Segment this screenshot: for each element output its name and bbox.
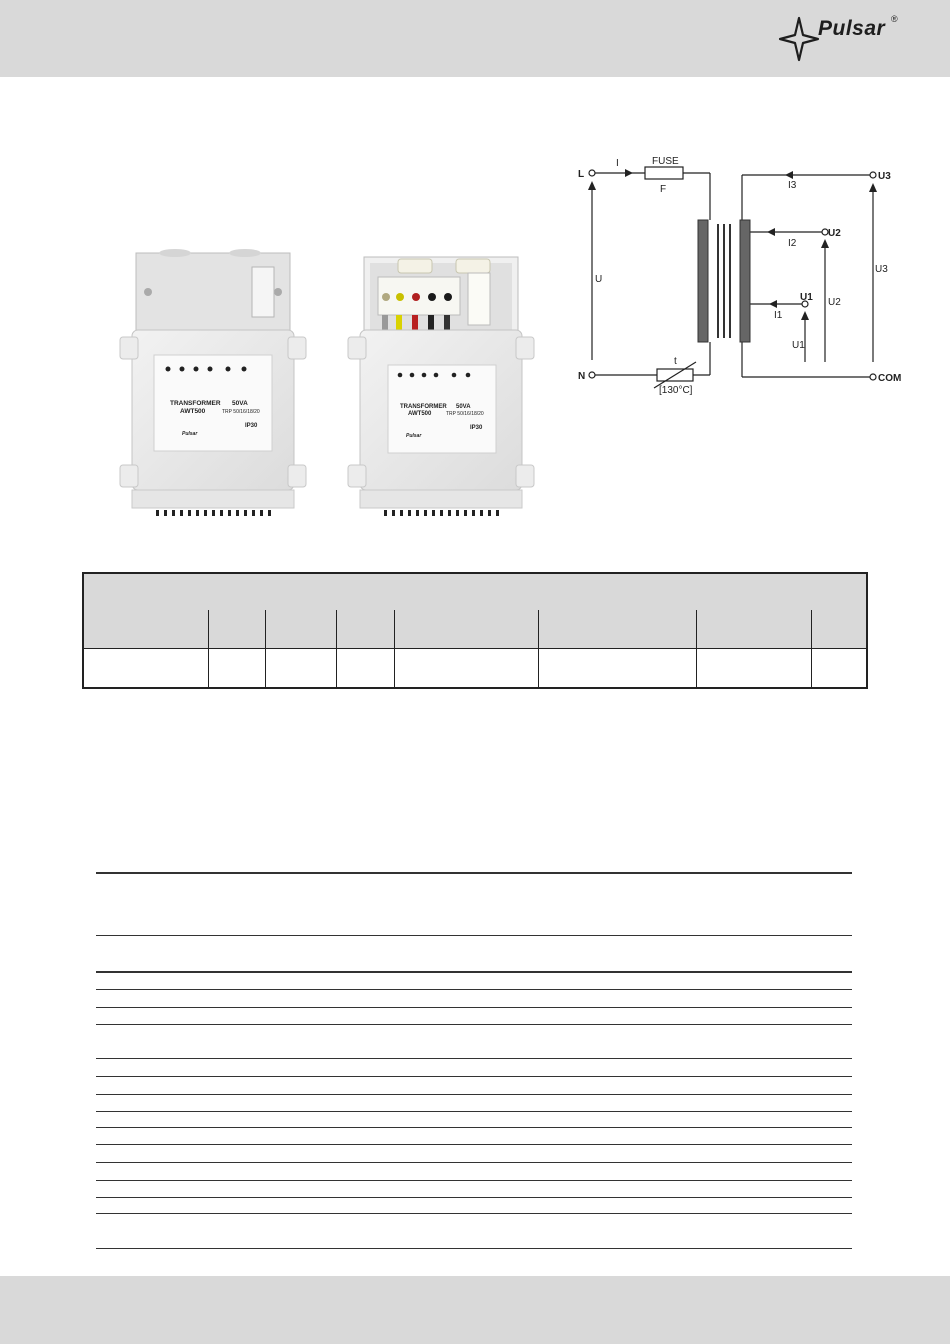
rule-line <box>96 1111 852 1112</box>
spec-table-divider <box>696 610 697 687</box>
rule-line <box>96 872 852 874</box>
rule-line <box>96 1007 852 1008</box>
rule-line <box>96 1127 852 1128</box>
label-U: U <box>595 274 603 285</box>
rule-line <box>96 989 852 990</box>
label-variant-1: TRP 50/16/18/20 <box>222 409 260 415</box>
label-ip-1: IP30 <box>245 423 258 429</box>
rule-line <box>96 1180 852 1181</box>
rule-line <box>96 971 852 973</box>
label-t: t <box>674 356 677 367</box>
label-U3: U3 <box>878 171 891 182</box>
spec-table-divider <box>265 610 266 687</box>
rule-line <box>96 935 852 936</box>
label-title-1: TRANSFORMER <box>170 400 221 407</box>
label-title-2: TRANSFORMER <box>400 404 447 410</box>
label-power-2: 50VA <box>456 404 471 410</box>
rule-line <box>96 1144 852 1145</box>
label-ip-2: IP30 <box>470 425 483 431</box>
rule-line <box>96 1213 852 1214</box>
spec-table-row <box>84 649 866 687</box>
label-logo-2: Pulsar <box>406 433 422 439</box>
product-photo-closed <box>110 245 315 520</box>
label-U2: U2 <box>828 228 841 239</box>
rule-line <box>96 1076 852 1077</box>
label-COM: COM <box>878 373 902 384</box>
brand-name: Pulsar <box>818 17 886 40</box>
label-I2: I2 <box>788 238 797 249</box>
rule-line <box>96 1197 852 1198</box>
spec-table-divider <box>336 610 337 687</box>
label-U3-voltage: U3 <box>875 264 888 275</box>
label-thermal: [130°C] <box>659 385 693 396</box>
spec-table-divider <box>208 610 209 687</box>
label-L: L <box>578 169 585 180</box>
spec-table-header <box>84 574 866 611</box>
spec-table-divider <box>811 610 812 687</box>
spec-table-column-headers <box>84 610 866 649</box>
label-I3: I3 <box>788 180 797 191</box>
rule-line <box>96 1058 852 1059</box>
rule-line <box>96 1248 852 1249</box>
label-logo-1: Pulsar <box>182 431 198 437</box>
product-photo-open <box>338 245 543 520</box>
rule-line <box>96 1024 852 1025</box>
label-F: F <box>660 184 667 195</box>
rule-line <box>96 1162 852 1163</box>
label-variant-2: TRP 50/16/18/20 <box>446 411 484 417</box>
label-I1: I1 <box>774 310 783 321</box>
registered-mark: ® <box>891 14 898 24</box>
rule-line <box>96 1094 852 1095</box>
label-power-1: 50VA <box>232 400 248 407</box>
footer-band <box>0 1276 950 1344</box>
label-U1-voltage: U1 <box>792 340 805 351</box>
label-model-1: AWT500 <box>180 408 206 415</box>
label-U1: U1 <box>800 292 813 303</box>
spec-table <box>82 572 868 689</box>
spec-table-divider <box>394 610 395 687</box>
label-N: N <box>578 371 586 382</box>
pulsar-logo <box>778 14 908 64</box>
label-fuse: FUSE <box>652 156 679 167</box>
label-U2-voltage: U2 <box>828 297 841 308</box>
label-model-2: AWT500 <box>408 411 432 417</box>
label-I: I <box>616 158 619 169</box>
spec-table-divider <box>538 610 539 687</box>
circuit-diagram <box>570 150 910 400</box>
